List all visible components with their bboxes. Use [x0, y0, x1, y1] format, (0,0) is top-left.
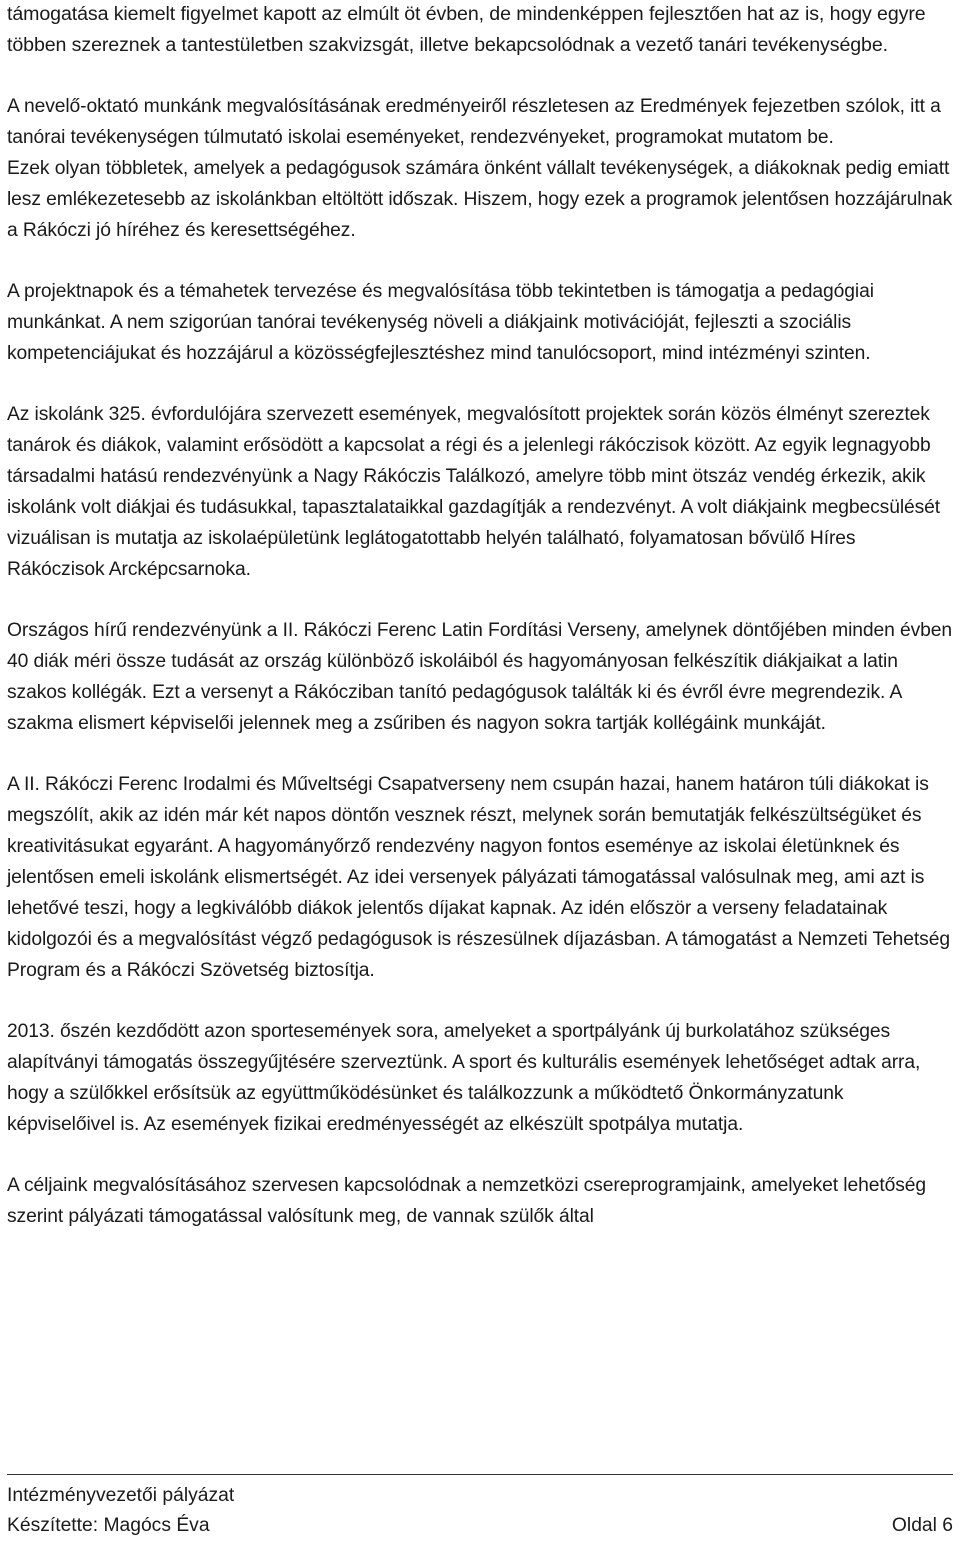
document-body: [7, 0, 953, 1232]
footer-document-title: Intézményvezetői pályázat: [7, 1485, 235, 1506]
footer-divider: [7, 1474, 953, 1475]
paragraph-exchange-programs: A céljaink megvalósításához szervesen kapcsolódnak a nemzetközi csereprogramjaink, amelyeket lehetőség szerint pályázati támogatással valósítunk meg, de vannak szülők által: [7, 1175, 927, 1227]
paragraph-sports-events: 2013. őszén kezdődött azon sportesemények sora, amelyeket a sportpályánk új burkolatához szükséges alapítványi támogatás összegyűjtésére szerveztünk. A sport és kulturális események lehetőséget adtak arra, hogy a szülőkkel erősítsük az együttműködésünket és találkozzunk a működtető Önkormányzatunk képviselőivel is. Az események fizikai eredményességét az elkészült spotpálya mutatja.: [7, 1021, 921, 1135]
footer-page-number: Oldal 6: [891, 1515, 953, 1536]
paragraph-project-days: A projektnapok és a témahetek tervezése és megvalósítása több tekintetben is támogatja a pedagógiai munkánkat. A nem szigorúan tanórai tevékenység növeli a diákjaink motivációját, fejleszti a szociális kompetenciájukat és hozzájárul a közösségfejlesztéshez mind tanulócsoport, mind intézményi szinten.: [7, 281, 874, 364]
footer-title-line: [7, 1481, 953, 1511]
paragraph-extra-programs: Ezek olyan többletek, amelyek a pedagógusok számára önként vállalt tevékenységek, a diákoknak pedig emiatt lesz emlékezetesebb az iskolánkban eltöltött időszak. Hiszem, hogy ezek a programok jelentősen hozzájárulnak a Rákóczi jó híréhez és keresettségéhez.: [7, 158, 953, 241]
footer-author: Készítette: Magócs Éva: [7, 1515, 210, 1536]
paragraph-results-overview: A nevelő-oktató munkánk megvalósításának eredményeiről részletesen az Eredmények fejezetben szólok, itt a tanórai tevékenységen túlmutató iskolai eseményeket, rendezvényeket, programokat mutatom be.: [7, 96, 941, 148]
paragraph-intro-continuation: támogatása kiemelt figyelmet kapott az elmúlt öt évben, de mindenképpen fejlesztően hat az is, hogy egyre többen szereznek a tantestületben szakvizsgát, illetve bekapcsolódnak a vezető tanári tevékenységbe.: [7, 3, 926, 56]
paragraph-literary-competition: A II. Rákóczi Ferenc Irodalmi és Műveltségi Csapatverseny nem csupán hazai, hanem határon túli diákokat is megszólít, akik az idén már két napos döntőn vesznek részt, melynek során bemutatják felkészültségüket és kreativitásukat egyaránt. A hagyományőrző rendezvény nagyon fontos eseménye az iskolai életünknek és jelentősen emeli iskolánk elismertségét. Az idei versenyek pályázati támogatással valósulnak meg, ami azt is lehetővé teszi, hogy a legkiválóbb diákok jelentős díjakat kapnak. Az idén először a verseny feladatainak kidolgozói és a megvalósítást végző pedagógusok is részesülnek díjazásban. A támogatást a Nemzeti Tehetség Program és a Rákóczi Szövetség biztosítja.: [7, 774, 950, 981]
paragraph-latin-competition: Országos hírű rendezvényünk a II. Rákóczi Ferenc Latin Fordítási Verseny, amelynek döntőjében minden évben 40 diák méri össze tudását az ország különböző iskoláiból és hagyományosan felkészítik diákjaikat a latin szakos kollégák. Ezt a versenyt a Rákócziban tanító pedagógusok találták ki és évről évre megrendezik. A szakma elismert képviselői jelennek meg a zsűriben és nagyon sokra tartják kollégáink munkáját.: [7, 620, 953, 734]
page-footer: [7, 1474, 953, 1541]
paragraph-anniversary-events: Az iskolánk 325. évfordulójára szervezett események, megvalósított projektek során közös élményt szereztek tanárok és diákok, valamint erősödött a kapcsolat a régi és a jelenlegi rákóczisok között. Az egyik legnagyobb társadalmi hatású rendezvényünk a Nagy Rákóczis Találkozó, amelyre több mint ötszáz vendég érkezik, akik iskolánk volt diákjai és tudásukkal, tapasztalataikkal gazdagítják a rendezvényt. A volt diákjaink megbecsülését vizuálisan is mutatja az iskolaépületünk leglátogatottabb helyén található, folyamatosan bővülő Híres Rákóczisok Arcképcsarnoka.: [7, 404, 941, 580]
